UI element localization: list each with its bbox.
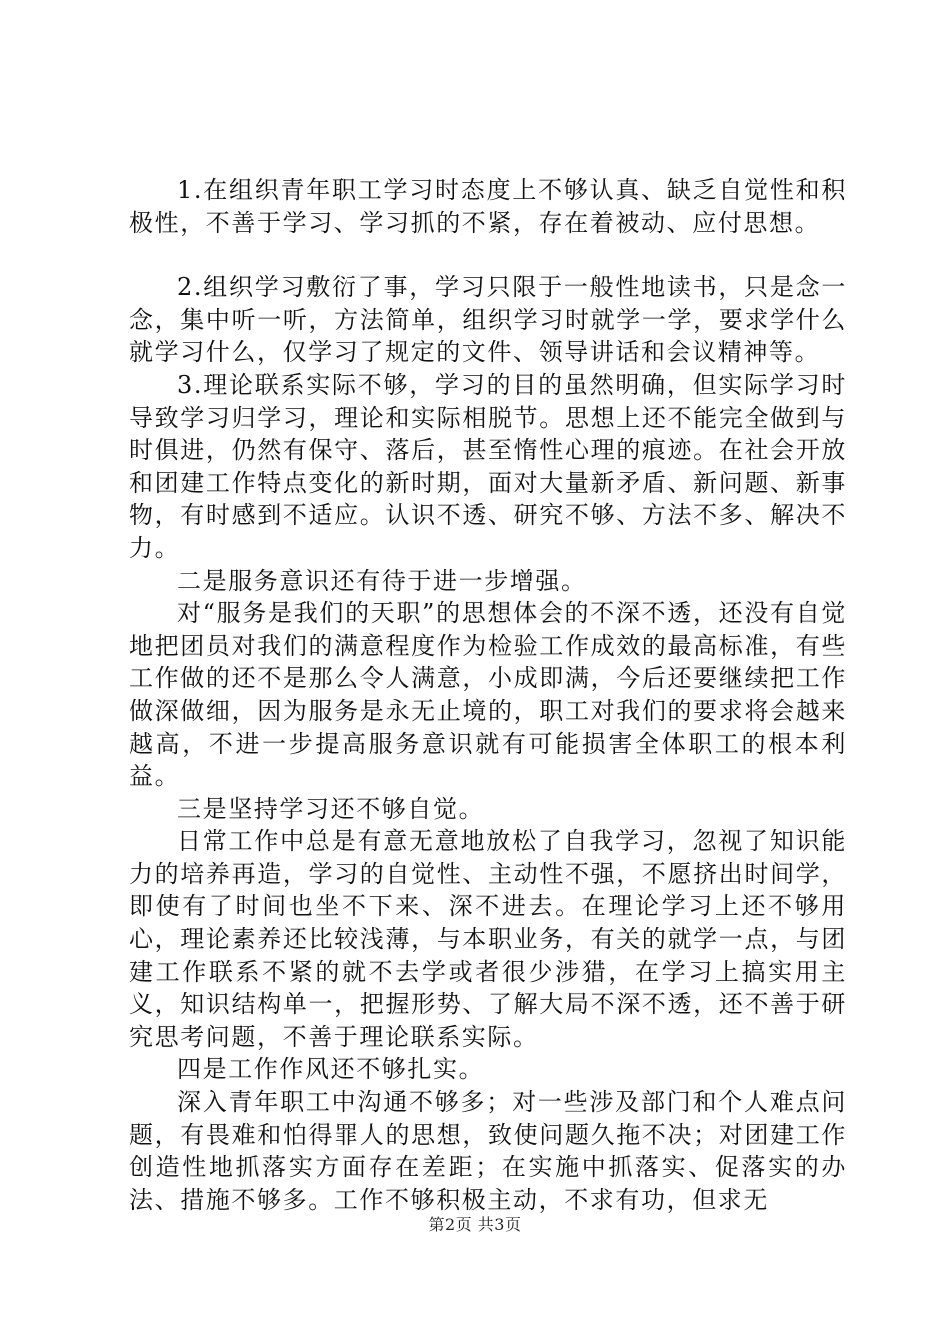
section-heading-work-style: 四是工作作风还不够扎实。 [177, 1055, 485, 1084]
section-heading-study: 三是坚持学习还不够自觉。 [177, 794, 485, 823]
paragraph-item-2: 2.组织学习敷衍了事，学习只限于一般性地读书，只是念一念，集中听一听，方法简单，组织学习时就学一学，要求学什么就学习什么，仅学习了规定的文件、领导讲话和会议精神等。 [129, 273, 847, 367]
document-body [129, 174, 847, 1216]
paragraph-work-style: 深入青年职工中沟通不够多；对一些涉及部门和个人难点问题，有畏难和怕得罪人的思想，致使问题久拖不决；对团建工作创造性地抓落实方面存在差距；在实施中抓落实、促落实的办法、措施不够多。工作不够积极主动，不求有功，但求无 [129, 1088, 847, 1214]
paragraph-item-3: 3.理论联系实际不够，学习的目的虽然明确，但实际学习时导致学习归学习，理论和实际相脱节。思想上还不能完全做到与时俱进，仍然有保守、落后，甚至惰性心理的痕迹。在社会开放和团建工作特点变化的新时期，面对大量新矛盾、新问题、新事物，有时感到不适应。认识不透、研究不够、方法不多、解决不力。 [129, 370, 847, 562]
paragraph-item-1: 1.在组织青年职工学习时态度上不够认真、缺乏自觉性和积极性，不善于学习、学习抓的不紧，存在着被动、应付思想。 [129, 176, 847, 237]
section-heading-service: 二是服务意识还有待于进一步增强。 [177, 566, 587, 595]
page-number-footer: 第2页 共3页 [428, 1215, 522, 1234]
paragraph-service: 对“服务是我们的天职”的思想体会的不深不透，还没有自觉地把团员对我们的满意程度作为检验工作成效的最高标准，有些工作做的还不是那么令人满意，小成即满，今后还要继续把工作做深做细，因为服务是永无止境的，职工对我们的要求将会越来越高，不进一步提高服务意识就有可能损害全体职工的根本利益。 [129, 599, 847, 791]
paragraph-study: 日常工作中总是有意无意地放松了自我学习，忽视了知识能力的培养再造，学习的自觉性、主动性不强，不愿挤出时间学，即使有了时间也坐不下来、深不进去。在理论学习上还不够用心，理论素养还比较浅薄，与本职业务，有关的就学一点，与团建工作联系不紧的就不去学或者很少涉猎，在学习上搞实用主义，知识结构单一，把握形势、了解大局不深不透，还不善于研究思考问题，不善于理论联系实际。 [129, 827, 847, 1051]
